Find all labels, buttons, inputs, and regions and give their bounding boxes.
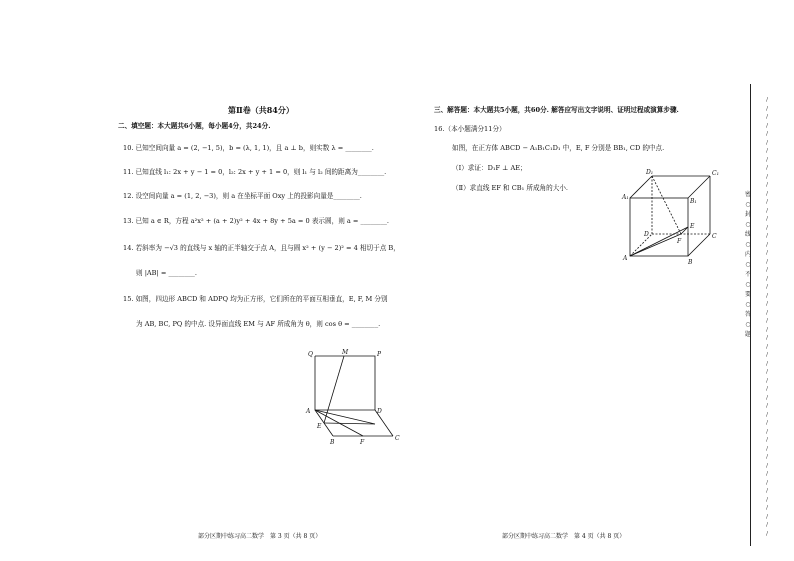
label-E: E — [317, 423, 322, 430]
section-answer-heading: 三、解答题：本大题共5小题，共60分. 解答应写出文字说明、证明过程或演算步骤. — [434, 106, 679, 114]
label-F: F — [677, 238, 682, 245]
question-15-line1: 15. 如图，四边形 ABCD 和 ADPQ 均为正方形，它们所在的平面互相垂直，E, F, M 分别 — [123, 295, 388, 303]
right-page — [430, 80, 735, 550]
binding-char: 答 — [744, 311, 751, 318]
label-C: C — [712, 233, 717, 240]
label-Q: Q — [308, 351, 313, 358]
question-16-part1: （Ⅰ）求证：D₁F ⊥ AE； — [452, 164, 527, 172]
label-D1: D₁ — [646, 169, 654, 176]
binding-circle: ○ — [745, 301, 751, 308]
label-P: P — [377, 351, 382, 358]
label-C: C — [395, 435, 400, 442]
question-10: 10. 已知空间向量 a = (2, −1, 5)，b = (λ, 1, 1)，且 a ⊥ b，则实数 λ = ________. — [123, 144, 374, 152]
label-M: M — [342, 349, 349, 356]
question-16-heading: 16.（本小题满分11分） — [434, 125, 506, 133]
binding-circle: ○ — [745, 321, 751, 328]
label-F: F — [360, 439, 365, 446]
left-page — [88, 80, 428, 550]
binding-char: 要 — [744, 291, 751, 298]
binding-char: 线 — [744, 231, 751, 238]
label-C1: C₁ — [712, 170, 719, 177]
question-16-part2: （Ⅱ）求直线 EF 和 CB₁ 所成角的大小. — [452, 184, 569, 192]
binding-char: 题 — [744, 331, 751, 338]
binding-char: 内 — [744, 251, 751, 258]
part-title: 第Ⅱ卷（共84分） — [228, 105, 294, 115]
section-fill-blank-heading: 二、填空题：本大题共6小题，每小题4分，共24分. — [118, 122, 271, 130]
label-E: E — [690, 223, 695, 230]
binding-char: 不 — [744, 271, 751, 278]
label-A: A — [623, 255, 628, 262]
binding-char: 密 — [744, 191, 751, 198]
question-13: 13. 已知 a ∈ R，方程 a²x² + (a + 2)y² + 4x + 8y + 5a = 0 表示圆，则 a = ________. — [123, 217, 390, 225]
label-A: A — [306, 408, 311, 415]
binding-labels — [743, 190, 753, 340]
label-B: B — [688, 259, 693, 266]
binding-circle: ○ — [745, 261, 751, 268]
binding-circle: ○ — [745, 281, 751, 288]
cube-figure — [622, 170, 722, 265]
binding-circle: ○ — [745, 221, 751, 228]
label-D: D — [644, 231, 649, 238]
question-11: 11. 已知直线 l₁: 2x + y − 1 = 0，l₂: 2x + y + 1 = 0，则 l₁ 与 l₂ 间的距离为________. — [123, 168, 387, 176]
binding-circle: ○ — [745, 201, 751, 208]
q15-figure — [303, 349, 413, 446]
label-D: D — [377, 408, 382, 415]
binding-char: 封 — [744, 211, 751, 218]
label-B1: B₁ — [690, 198, 697, 205]
question-15-line2: 为 AB, BC, PQ 的中点. 设异面直线 EM 与 AF 所成角为 θ，则 cos θ = ________. — [136, 320, 381, 328]
question-16-stem: 如图，在正方体 ABCD − A₁B₁C₁D₁ 中，E, F 分别是 BB₁, CD 的中点. — [452, 144, 665, 152]
question-12: 12. 设空间向量 a = (1, 2, −3)，则 a 在坐标平面 Oxy 上的投影向量是________. — [123, 192, 362, 200]
label-A1: A₁ — [622, 194, 629, 201]
binding-circle: ○ — [745, 241, 751, 248]
binding-slash-marks: / / / / / / / / / / / / / / / / / / / / / / / / / / / / / / / / / / / / / / / / / / / / / / / / / / / / — [766, 97, 768, 537]
right-footer: 部分区期中练习高二数学 第 4 页（共 8 页） — [502, 533, 626, 540]
question-14-line2: 则 |AB| = ________. — [136, 269, 197, 277]
question-14-line1: 14. 若斜率为 −√3 的直线与 x 轴的正半轴交于点 A，且与圆 x² + (y − 2)² = 4 相切于点 B， — [123, 244, 400, 252]
label-B: B — [330, 439, 335, 446]
left-footer: 部分区期中练习高二数学 第 3 页（共 8 页） — [198, 533, 322, 540]
